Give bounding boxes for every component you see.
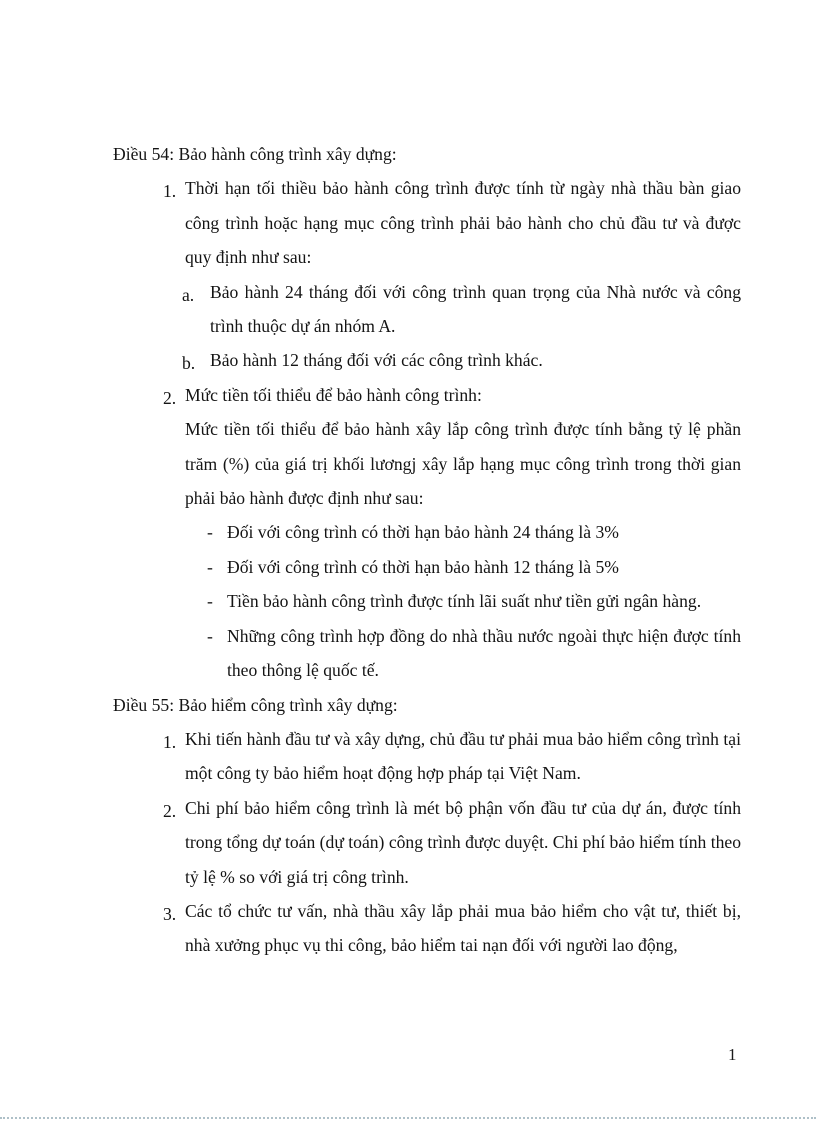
numbered-item-55-3 [113,894,741,963]
dash-marker: - [207,625,213,646]
numbered-item-55-2 [113,791,741,894]
document-content [113,137,741,963]
item-marker: 1. [163,731,177,752]
item-marker: a. [182,284,195,305]
dash-marker: - [207,556,213,577]
article-55-heading: Điều 55: Bảo hiểm công trình xây dựng: [113,694,398,715]
item-marker: b. [182,353,196,374]
item-marker: 3. [163,903,177,924]
item-marker: 1. [163,181,177,202]
lettered-item-54-1a [113,275,741,344]
item-text: Bảo hành 12 tháng đối với các công trình khác. [210,350,543,371]
page-edge-dotted-line [0,1117,816,1119]
numbered-item-54-2 [113,378,741,412]
item-text: Đối với công trình có thời hạn bảo hành 12 tháng là 5% [227,556,619,577]
dash-item-54-2-1 [113,515,741,549]
dash-marker: - [207,522,213,543]
dash-marker: - [207,591,213,612]
item-text: Tiền bảo hành công trình được tính lãi suất như tiền gửi ngân hàng. [227,591,702,612]
page-number: 1 [728,1045,737,1064]
item-text: Đối với công trình có thời hạn bảo hành 24 tháng là 3% [227,522,619,543]
item-marker: 2. [163,387,177,408]
dash-item-54-2-2 [113,550,741,584]
dash-item-54-2-4 [113,619,741,688]
numbered-item-54-1 [113,171,741,274]
article-54-heading: Điều 54: Bảo hành công trình xây dựng: [113,144,397,164]
lettered-item-54-1b [113,343,741,377]
numbered-item-55-1 [113,722,741,791]
item-text: Mức tiền tối thiểu để bảo hành công trình: [185,384,482,405]
item-text: Các tổ chức tư vấn, nhà thầu xây lắp phải mua bảo hiểm cho vật tư, thiết bị, nhà xưởng phục vụ thi công, bảo hiểm tai nạn đối với người lao động, [185,900,741,956]
item-text: Khi tiến hành đầu tư và xây dựng, chủ đầu tư phải mua bảo hiểm công trình tại một công ty bảo hiểm hoạt động hợp pháp tại Việt Nam. [185,728,741,784]
dash-item-54-2-3 [113,584,741,618]
paragraph-54-2: Mức tiền tối thiểu để bảo hành xây lắp công trình được tính bằng tỷ lệ phần trăm (%) của giá trị khối lươngj xây lắp hạng mục công trình trong thời gian phải bảo hành được định như sau: [185,419,741,509]
item-marker: 2. [163,800,177,821]
item-text: Thời hạn tối thiều bảo hành công trình được tính từ ngày nhà thầu bàn giao công trình hoặc hạng mục công trình phải bảo hành cho chủ đầu tư và được quy định như sau: [185,178,741,268]
item-text: Chi phí bảo hiểm công trình là mét bộ phận vốn đầu tư của dự án, được tính trong tổng dự toán (dự toán) công trình được duyệt. Chi phí bảo hiểm tính theo tỷ lệ % so với giá trị công trình. [185,797,741,887]
item-text: Bảo hành 24 tháng đối với công trình quan trọng của Nhà nước và công trình thuộc dự án nhóm A. [210,281,741,337]
item-text: Những công trình hợp đồng do nhà thầu nước ngoài thực hiện được tính theo thông lệ quốc tế. [227,625,741,681]
